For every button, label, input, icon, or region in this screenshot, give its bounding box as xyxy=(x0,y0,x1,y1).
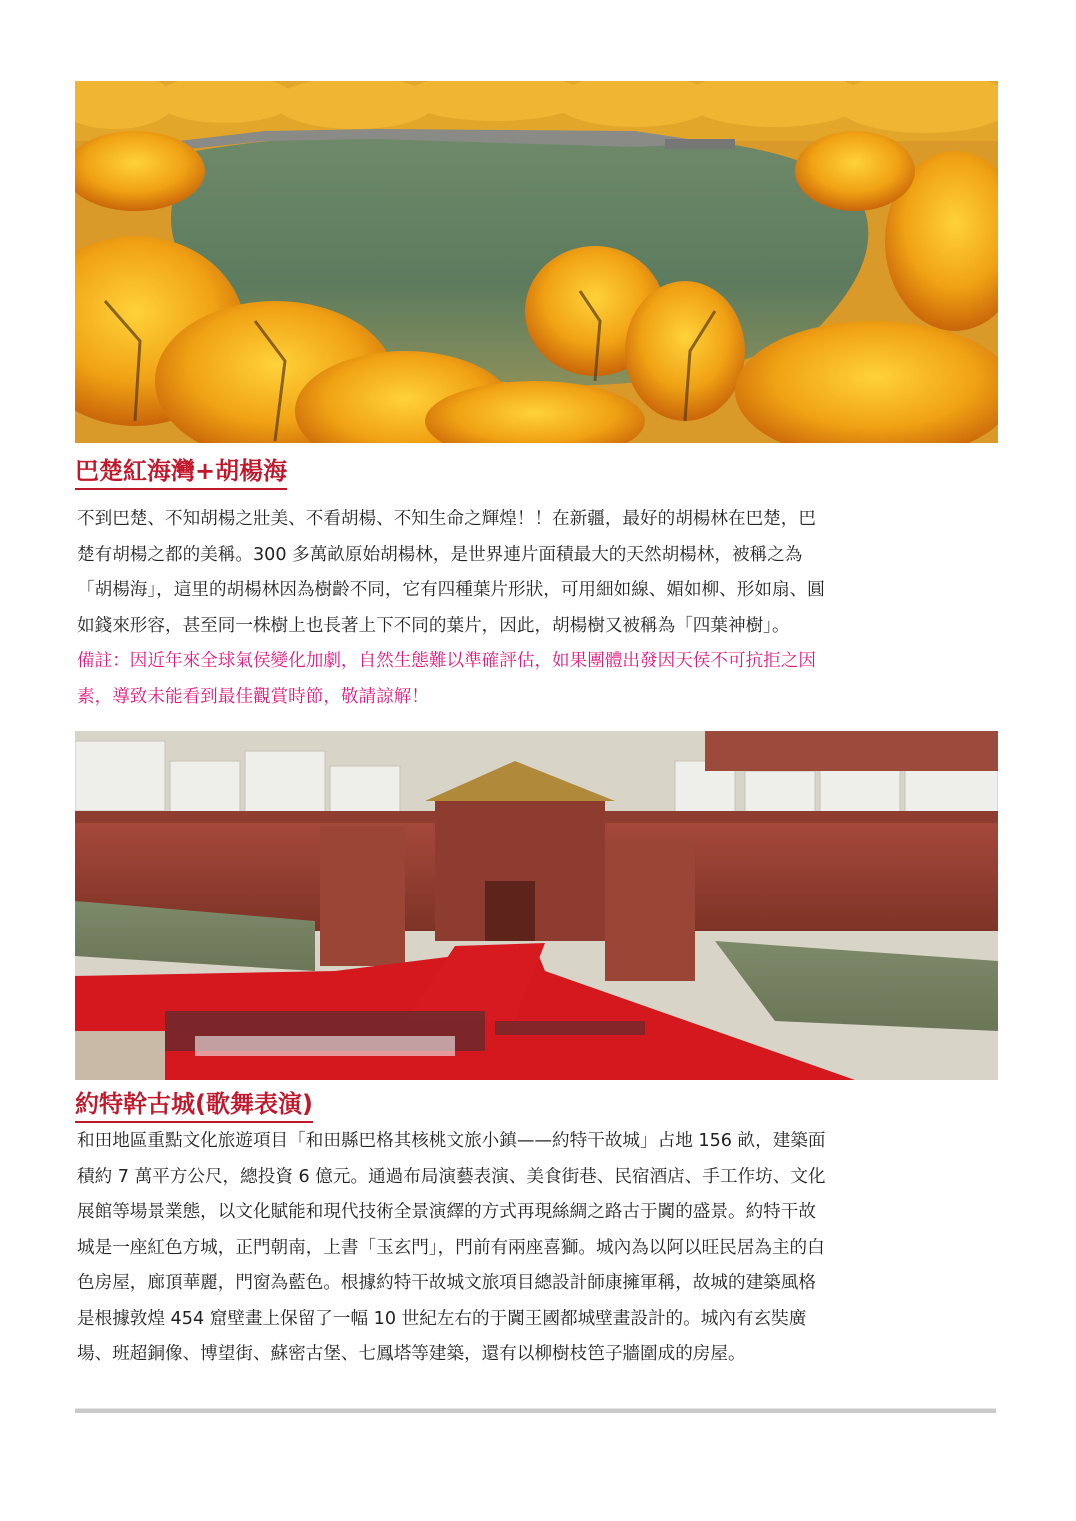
ancient-city-photo xyxy=(75,731,998,1080)
section-body-yotkan xyxy=(77,1124,999,1373)
body-line: 不到巴楚、不知胡楊之壯美、不看胡楊、不知生命之輝煌！！在新疆，最好的胡楊林在巴楚，巴 xyxy=(77,509,816,529)
body-line: 色房屋，廊頂華麗，門窗為藍色。根據約特干故城文旅項目總設計師康擁軍稱，故城的建築風格 xyxy=(77,1273,816,1293)
body-line: 展館等場景業態，以文化賦能和現代技術全景演繹的方式再現絲綢之路古于闐的盛景。約特干故 xyxy=(77,1202,816,1222)
body-line: 和田地區重點文化旅遊項目「和田縣巴格其核桃文旅小鎮——約特干故城」占地 156 畝，建築面 xyxy=(77,1131,826,1151)
body-line: 「胡楊海」，這里的胡楊林因為樹齡不同，它有四種葉片形狀，可用細如線、媚如柳、形如扇、圓 xyxy=(77,580,825,600)
section-title-bachu: 巴楚紅海灣+胡楊海 xyxy=(75,456,287,490)
body-line: 城是一座紅色方城，正門朝南，上書「玉玄門」，門前有兩座喜獅。城內為以阿以旺民居為主的白 xyxy=(77,1237,825,1258)
note-line: 素，導致未能看到最佳觀賞時節，敬請諒解！ xyxy=(77,686,429,707)
note-line: 備註：因近年來全球氣侯變化加劇，自然生態難以準確評估，如果團體出發因天侯不可抗拒之因 xyxy=(77,651,816,671)
body-line: 楚有胡楊之都的美稱。300 多萬畝原始胡楊林，是世界連片面積最大的天然胡楊林，被稱之為 xyxy=(77,544,803,565)
poplar-lake-photo xyxy=(75,81,998,443)
section-body-bachu xyxy=(77,502,999,644)
body-line: 是根據敦煌 454 窟壁畫上保留了一幅 10 世紀左右的于闐王國都城壁畫設計的。城內有玄奘廣 xyxy=(77,1308,807,1329)
weather-note xyxy=(77,644,999,715)
body-line: 積約 7 萬平方公尺，總投資 6 億元。通過布局演藝表演、美食街巷、民宿酒店、手工作坊、文化 xyxy=(77,1166,826,1187)
body-line: 場、班超銅像、博望街、蘇密古堡、七鳳塔等建築，還有以柳樹枝笆子牆圍成的房屋。 xyxy=(77,1344,746,1364)
footer-divider xyxy=(75,1408,996,1413)
section-title-yotkan: 約特幹古城(歌舞表演) xyxy=(75,1089,313,1123)
body-line: 如錢來形容，甚至同一株樹上也長著上下不同的葉片，因此，胡楊樹又被稱為「四葉神樹」。 xyxy=(77,615,790,636)
